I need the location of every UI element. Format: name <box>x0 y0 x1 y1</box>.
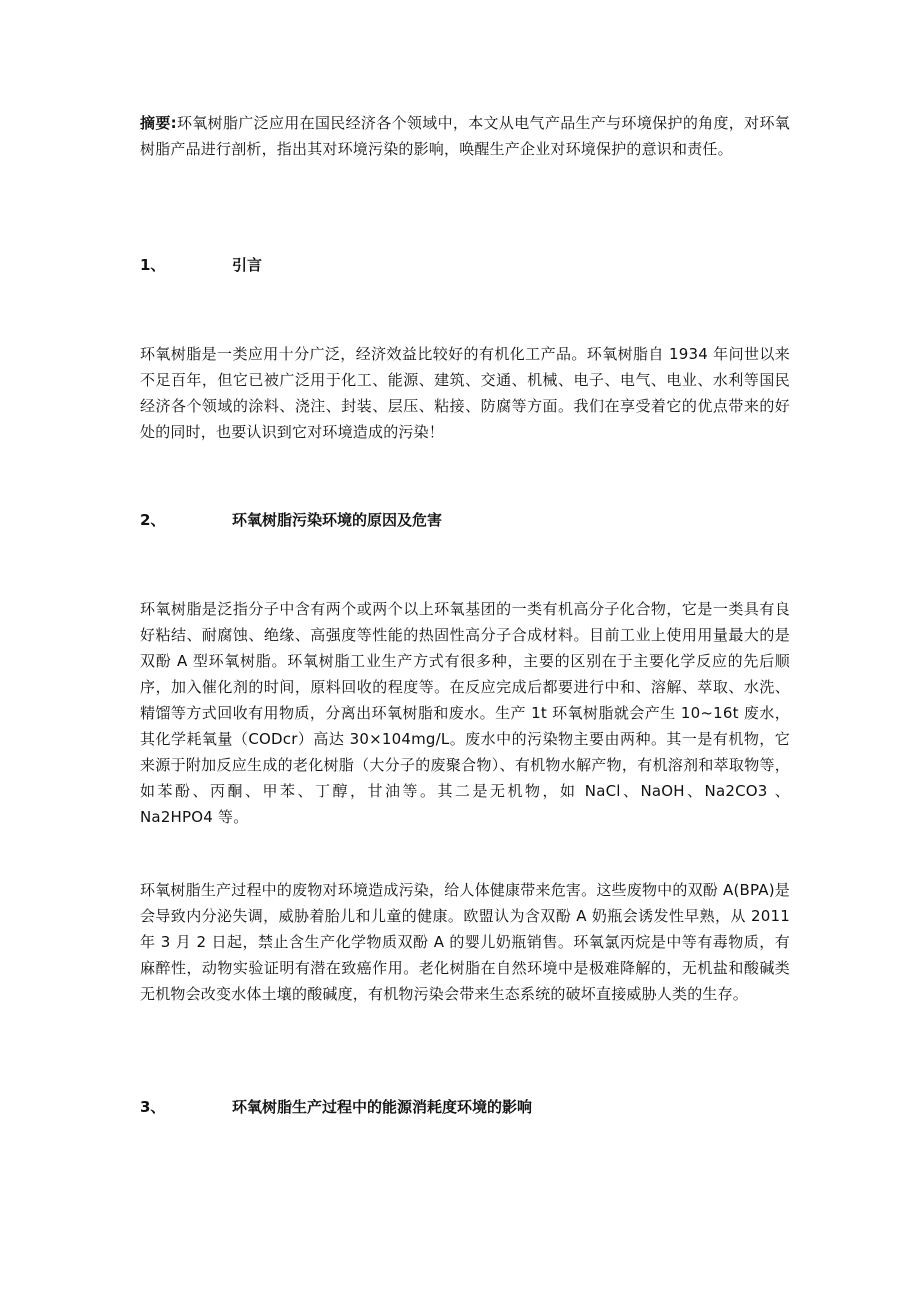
abstract-paragraph <box>140 110 790 162</box>
section-1-heading <box>140 252 790 278</box>
section-1-number: 1、 <box>140 256 166 274</box>
abstract-label: 摘要: <box>140 114 177 132</box>
section-3-heading <box>140 1094 790 1120</box>
section-3-title: 环氧树脂生产过程中的能源消耗度环境的影响 <box>232 1098 533 1116</box>
section-1-paragraph-1: 环氧树脂是一类应用十分广泛，经济效益比较好的有机化工产品。环氧树脂自 1934 年问世以来不足百年，但它已被广泛用于化工、能源、建筑、交通、机械、电子、电气、电业、水利等国民经济各个领域的涂料、浇注、封装、层压、粘接、防腐等方面。我们在享受着它的优点带来的好处的同时，也要认识到它对环境造成的污染！ <box>140 345 790 441</box>
section-2-heading <box>140 507 790 533</box>
section-2-title: 环氧树脂污染环境的原因及危害 <box>232 511 443 529</box>
section-2-number: 2、 <box>140 511 166 529</box>
section-1-title: 引言 <box>232 256 263 274</box>
section-3-number: 3、 <box>140 1098 166 1116</box>
abstract-text: 环氧树脂广泛应用在国民经济各个领域中，本文从电气产品生产与环境保护的角度，对环氧树脂产品进行剖析，指出其对环境污染的影响，唤醒生产企业对环境保护的意识和责任。 <box>140 114 790 158</box>
section-2-paragraph-1: 环氧树脂是泛指分子中含有两个或两个以上环氧基团的一类有机高分子化合物，它是一类具有良好粘结、耐腐蚀、绝缘、高强度等性能的热固性高分子合成材料。目前工业上使用用量最大的是双酚 A 型环氧树脂。环氧树脂工业生产方式有很多种，主要的区别在于主要化学反应的先后顺序，加入催化剂的时间，原料回收的程度等。在反应完成后都要进行中和、溶解、萃取、水洗、精馏等方式回收有用物质，分离出环氧树脂和废水。生产 1t 环氧树脂就会产生 10~16t 废水，其化学耗氧量（CODcr）高达 30×104mg/L。废水中的污染物主要由两种。其一是有机物，它来源于附加反应生成的老化树脂（大分子的废聚合物）、有机物水解产物，有机溶剂和萃取物等，如苯酚、丙酮、甲苯、丁醇，甘油等。其二是无机物，如 NaCl、NaOH、Na2CO3 、Na2HPO4 等。 <box>140 600 790 826</box>
section-2-paragraph-2: 环氧树脂生产过程中的废物对环境造成污染，给人体健康带来危害。这些废物中的双酚 A(BPA)是会导致内分泌失调，威胁着胎儿和儿童的健康。欧盟认为含双酚 A 奶瓶会诱发性早熟，从 2011 年 3 月 2 日起，禁止含生产化学物质双酚 A 的婴儿奶瓶销售。环氧氯丙烷是中等有毒物质，有麻醉性，动物实验证明有潜在致癌作用。老化树脂在自然环境中是极难降解的，无机盐和酸碱类无机物会改变水体土壤的酸碱度，有机物污染会带来生态系统的破坏直接威胁人类的生存。 <box>140 881 790 1003</box>
